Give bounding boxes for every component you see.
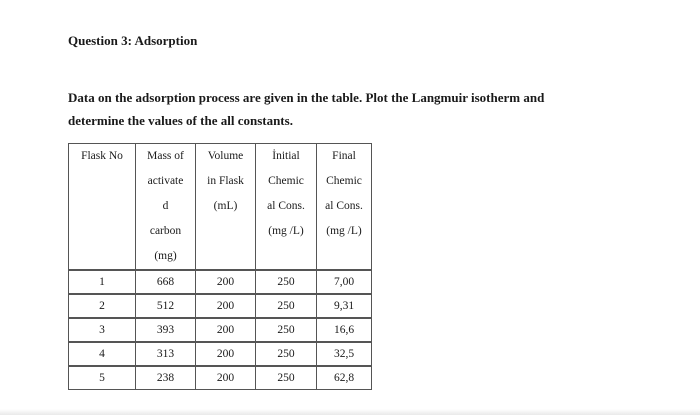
cell-initial-cons: 250	[256, 342, 317, 366]
cell-mass: 238	[136, 366, 196, 390]
cell-mass: 393	[136, 318, 196, 342]
question-instructions	[68, 86, 648, 132]
header-flask-no	[69, 144, 136, 271]
cell-final-cons: 32,5	[317, 342, 372, 366]
table-row	[69, 294, 372, 318]
cell-volume: 200	[196, 342, 256, 366]
header-line: activate	[147, 175, 184, 187]
cell-initial-cons: 250	[256, 318, 317, 342]
cell-initial-cons: 250	[256, 366, 317, 390]
header-line: (mg)	[154, 250, 177, 262]
header-line: Volume	[207, 150, 244, 162]
header-line: (mg /L)	[268, 225, 304, 237]
header-line: (mg /L)	[326, 225, 362, 237]
header-line: İnitial	[272, 150, 300, 162]
cell-volume: 200	[196, 318, 256, 342]
header-line: in Flask	[207, 175, 244, 187]
header-volume-in-flask	[196, 144, 256, 271]
table-row	[69, 270, 372, 294]
cell-mass: 668	[136, 270, 196, 294]
cell-final-cons: 62,8	[317, 366, 372, 390]
cell-final-cons: 16,6	[317, 318, 372, 342]
table-row	[69, 366, 372, 390]
cell-flask-no: 3	[69, 318, 136, 342]
cell-initial-cons: 250	[256, 294, 317, 318]
instructions-line-1: Data on the adsorption process are given in the table. Plot the Langmuir isotherm and	[68, 90, 545, 105]
header-initial-chemical-cons	[256, 144, 317, 271]
header-line: Flask No	[81, 150, 123, 162]
cell-flask-no: 1	[69, 270, 136, 294]
cell-volume: 200	[196, 366, 256, 390]
header-line: al Cons.	[267, 200, 305, 212]
cell-initial-cons: 250	[256, 270, 317, 294]
cell-mass: 512	[136, 294, 196, 318]
header-line: al Cons.	[325, 200, 363, 212]
adsorption-data-table	[68, 143, 372, 390]
header-line: Final	[332, 150, 356, 162]
table-row	[69, 342, 372, 366]
cell-mass: 313	[136, 342, 196, 366]
instructions-line-2: determine the values of the all constants.	[68, 113, 293, 128]
cell-final-cons: 7,00	[317, 270, 372, 294]
header-line: Chemic	[268, 175, 304, 187]
header-line: carbon	[149, 225, 182, 237]
cell-flask-no: 5	[69, 366, 136, 390]
cell-volume: 200	[196, 294, 256, 318]
bottom-shadow-strip	[0, 409, 700, 415]
cell-final-cons: 9,31	[317, 294, 372, 318]
cell-flask-no: 4	[69, 342, 136, 366]
table-header-row	[69, 144, 372, 271]
header-line: Mass of	[147, 150, 184, 162]
cell-flask-no: 2	[69, 294, 136, 318]
header-line: (mL)	[213, 200, 238, 212]
header-line: Chemic	[326, 175, 362, 187]
header-final-chemical-cons	[317, 144, 372, 271]
header-line: d	[162, 200, 169, 212]
header-mass-of-activated-carbon	[136, 144, 196, 271]
question-title: Question 3: Adsorption	[68, 33, 198, 48]
cell-volume: 200	[196, 270, 256, 294]
table-row	[69, 318, 372, 342]
